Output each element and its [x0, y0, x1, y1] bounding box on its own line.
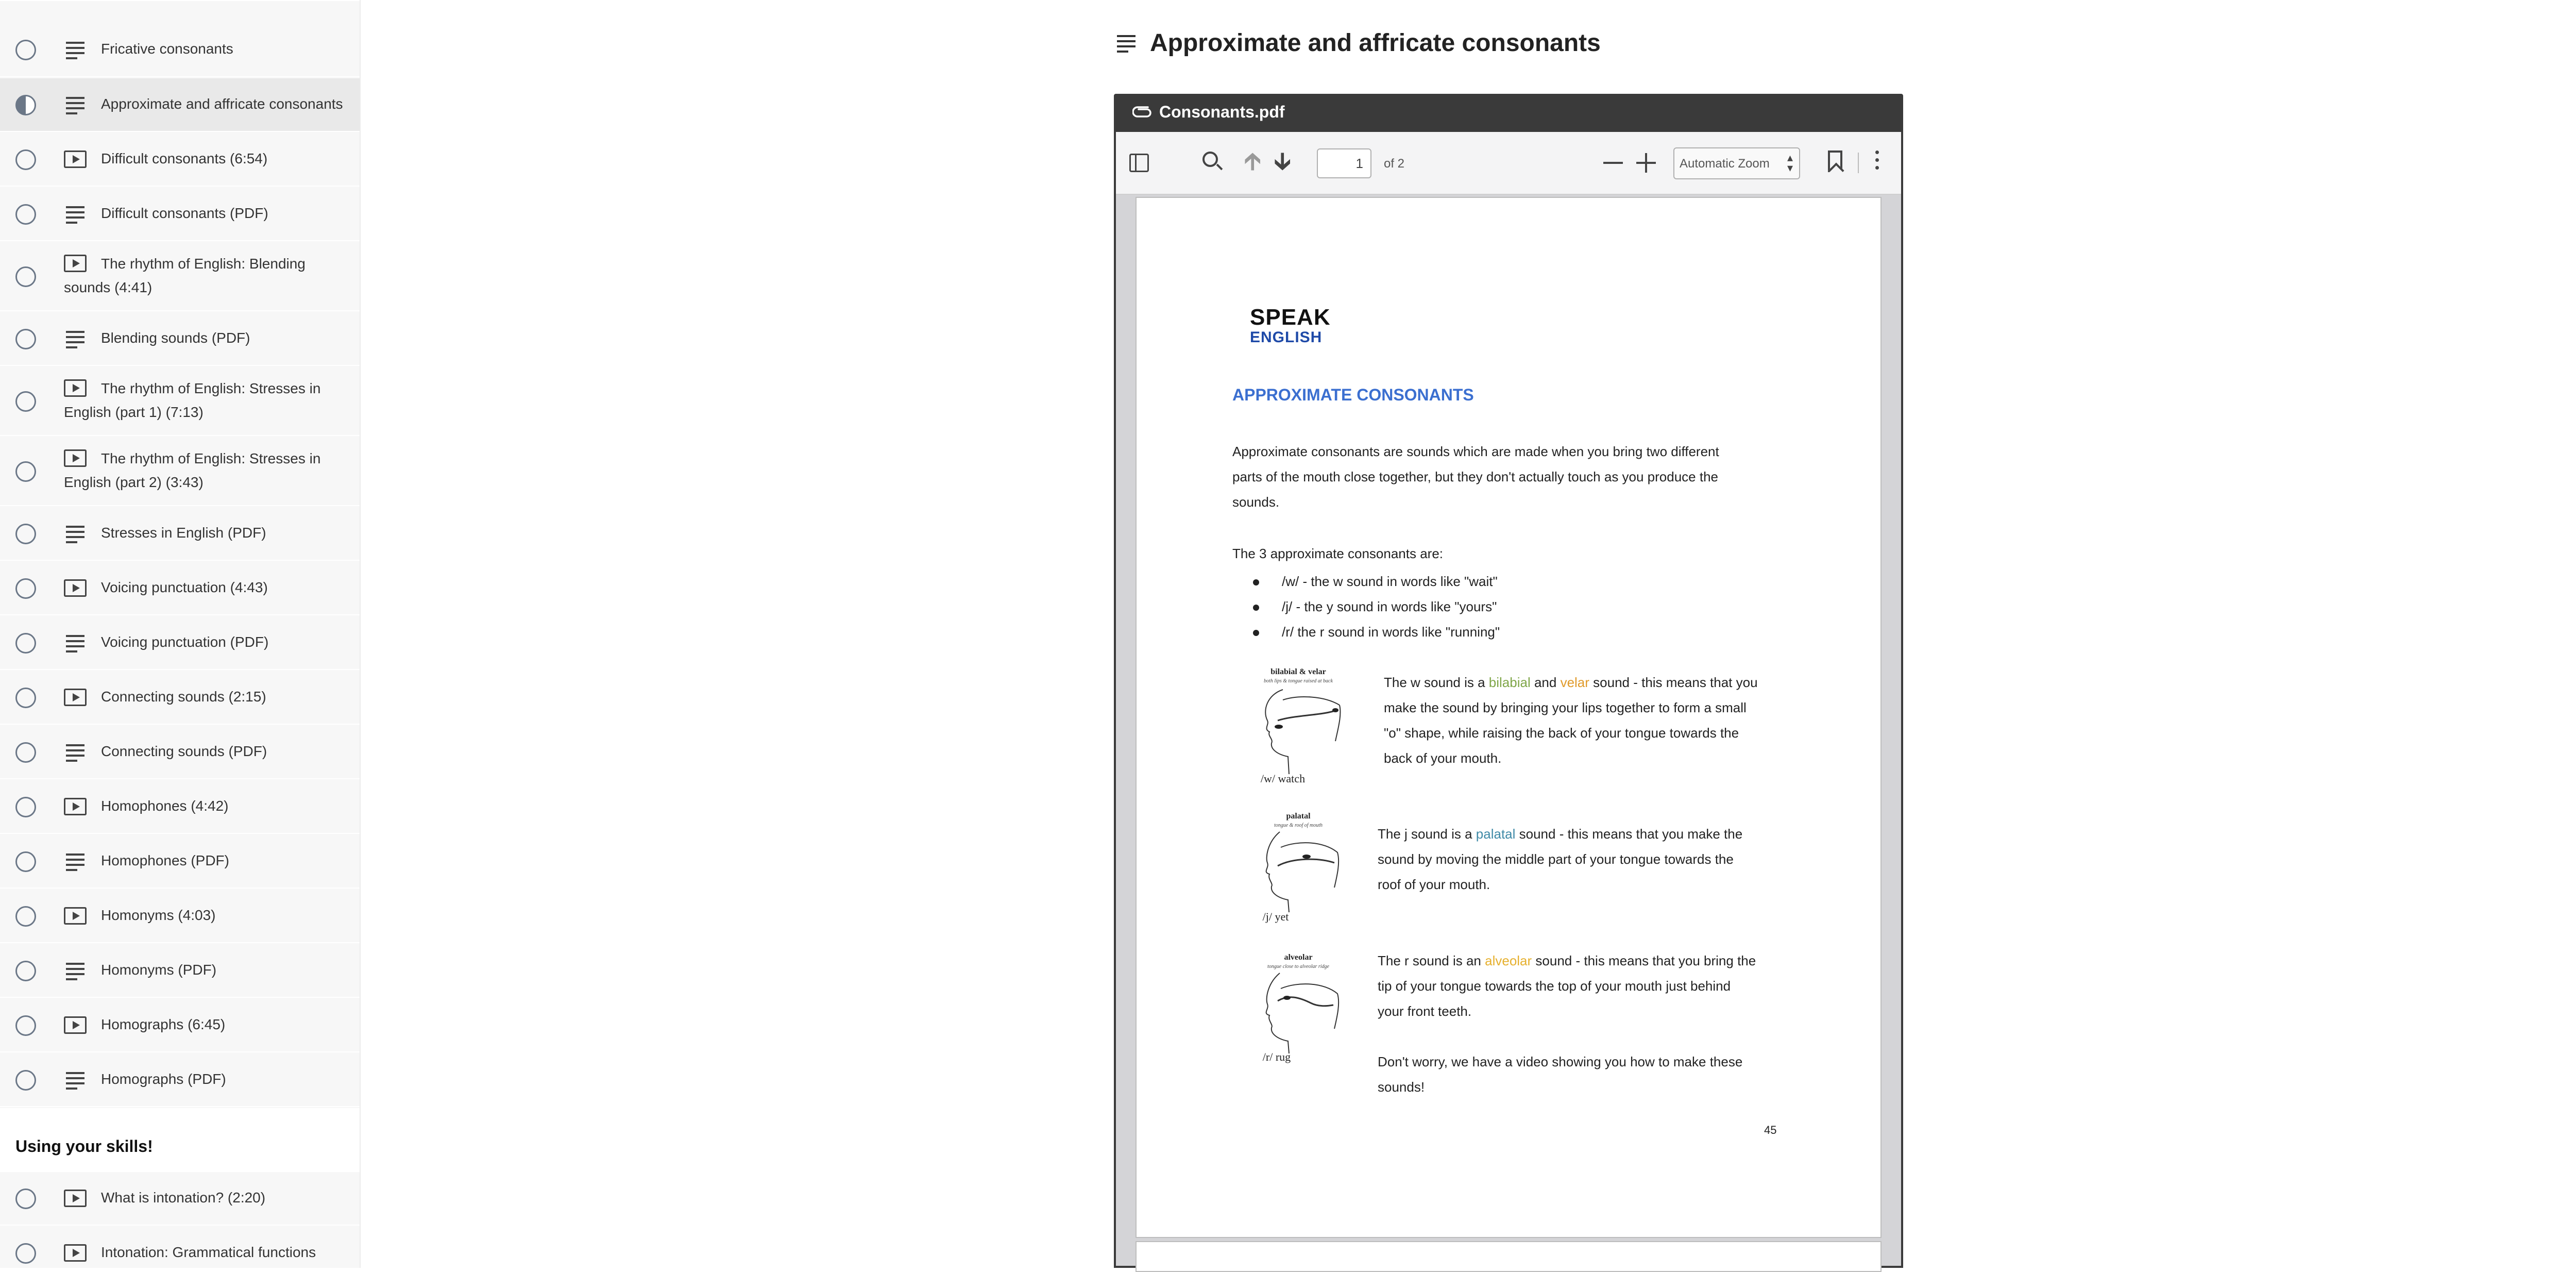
- paperclip-icon: [1132, 105, 1152, 121]
- lesson-label-cont: English (part 2) (3:43): [64, 474, 204, 490]
- diagram-subtitle: tongue & roof of mouth: [1274, 823, 1323, 828]
- pdf-page: [1136, 197, 1882, 1238]
- closing-text: [1378, 1049, 1800, 1100]
- lesson-label: Homonyms (PDF): [101, 962, 217, 978]
- text-lesson-icon: [66, 206, 84, 221]
- bookmark-icon[interactable]: [1828, 150, 1842, 172]
- document-heading: APPROXIMATE CONSONANTS: [1232, 386, 1474, 404]
- lesson-status-icon: [15, 1070, 36, 1091]
- lesson-item[interactable]: [0, 1227, 361, 1268]
- list-item: /j/ - the y sound in words like "yours": [1253, 594, 1500, 620]
- text-lesson-icon: [66, 526, 84, 540]
- more-icon[interactable]: [1875, 150, 1879, 174]
- text-run: The w sound is a: [1384, 675, 1489, 690]
- text-lesson-icon: [66, 853, 84, 868]
- text-run: sound - this means that you: [1589, 675, 1758, 690]
- lesson-item-active[interactable]: [0, 78, 361, 132]
- diagram-caption: /j/ yet: [1262, 910, 1289, 923]
- lesson-status-icon: [15, 1243, 36, 1264]
- diagram-subtitle: both lips & tongue raised at back: [1264, 678, 1333, 684]
- diagram-caption: /r/ rug: [1262, 1050, 1291, 1063]
- pdf-page-next: [1136, 1241, 1882, 1272]
- lesson-label: The rhythm of English: Blending: [101, 256, 306, 272]
- logo-line1: SPEAK: [1250, 305, 1331, 330]
- lesson-label: Homophones (4:42): [101, 798, 229, 814]
- j-line: sound by moving the middle part of your tongue towards the: [1378, 851, 1734, 867]
- r-sound-description: [1378, 948, 1800, 1024]
- lesson-status-icon: [15, 961, 36, 981]
- lesson-status-icon: [15, 149, 36, 170]
- j-line: roof of your mouth.: [1378, 877, 1490, 892]
- lesson-item[interactable]: [0, 671, 361, 725]
- lesson-label: Voicing punctuation (4:43): [101, 579, 268, 595]
- w-line1: [1384, 670, 1806, 695]
- speak-english-logo: [1250, 306, 1331, 345]
- lesson-item[interactable]: [0, 242, 361, 311]
- page-total: of 2: [1384, 157, 1405, 171]
- r-line1: [1378, 948, 1800, 974]
- pdf-toolbar: [1116, 132, 1901, 195]
- section-header-band: [0, 1108, 361, 1172]
- text-run: sound - this means that you bring the: [1532, 953, 1756, 968]
- text-lesson-icon: [66, 331, 84, 345]
- video-lesson-icon: [64, 1244, 87, 1262]
- lesson-item[interactable]: [0, 726, 361, 779]
- lesson-label: Intonation: Grammatical functions: [101, 1244, 316, 1260]
- video-lesson-icon: [64, 379, 87, 397]
- lesson-status-icon: [15, 797, 36, 817]
- lesson-item[interactable]: [0, 890, 361, 943]
- lesson-status-icon: [15, 40, 36, 60]
- zoom-in-icon[interactable]: [1636, 162, 1656, 164]
- list-intro: The 3 approximate consonants are:: [1232, 546, 1444, 561]
- lesson-status-icon: [15, 633, 36, 654]
- lesson-label: Connecting sounds (PDF): [101, 743, 267, 759]
- diagram-title: palatal: [1286, 812, 1311, 821]
- lesson-item[interactable]: [0, 23, 361, 77]
- lesson-in-progress-icon: [15, 95, 36, 115]
- closing-line: Don't worry, we have a video showing you how to make these: [1378, 1054, 1743, 1069]
- lesson-label: Difficult consonants (PDF): [101, 205, 268, 221]
- lesson-status-icon: [15, 906, 36, 927]
- r-mouth-diagram: [1247, 949, 1350, 1068]
- arrow-up-icon[interactable]: 🡱: [1244, 148, 1262, 175]
- text-lesson-icon: [66, 635, 84, 649]
- text-run: The j sound is a: [1378, 826, 1476, 842]
- lesson-item[interactable]: [0, 0, 361, 1]
- lesson-item[interactable]: [0, 133, 361, 187]
- text-lesson-icon: [66, 1072, 84, 1086]
- lesson-label: Homonyms (4:03): [101, 907, 216, 923]
- term-palatal: palatal: [1476, 826, 1516, 842]
- video-lesson-icon: [64, 150, 87, 168]
- text-run: and: [1530, 675, 1561, 690]
- lesson-status-icon: [15, 329, 36, 349]
- arrow-down-icon[interactable]: 🡳: [1274, 148, 1292, 175]
- lesson-status-icon: [15, 1189, 36, 1209]
- lesson-item[interactable]: [0, 616, 361, 670]
- page-number: 45: [1764, 1124, 1777, 1136]
- lesson-status-icon: [15, 688, 36, 708]
- lesson-label: Fricative consonants: [101, 41, 233, 57]
- term-velar: velar: [1560, 675, 1589, 690]
- text-lesson-icon: [66, 97, 84, 111]
- diagram-title: bilabial & velar: [1270, 667, 1326, 676]
- lesson-item[interactable]: [0, 367, 361, 436]
- lesson-status-icon: [15, 266, 36, 287]
- page-number-input[interactable]: [1317, 148, 1371, 178]
- lesson-label: The rhythm of English: Stresses in: [101, 450, 321, 466]
- lesson-label: Homophones (PDF): [101, 852, 229, 868]
- lesson-item[interactable]: [0, 188, 361, 241]
- lesson-label: Stresses in English (PDF): [101, 525, 266, 541]
- w-line: back of your mouth.: [1384, 750, 1502, 766]
- lesson-status-icon: [15, 851, 36, 872]
- page-title: Approximate and affricate consonants: [1150, 29, 1601, 57]
- lesson-item[interactable]: [0, 944, 361, 998]
- list-item: /w/ - the w sound in words like "wait": [1253, 569, 1500, 594]
- j-sound-description: [1378, 822, 1800, 897]
- lesson-status-icon: [15, 742, 36, 763]
- r-line: tip of your tongue towards the top of your mouth just behind: [1378, 978, 1731, 994]
- video-lesson-icon: [64, 449, 87, 467]
- sidebar-toggle-icon[interactable]: [1129, 154, 1149, 172]
- zoom-value: Automatic Zoom: [1680, 157, 1770, 171]
- lesson-status-icon: [15, 1015, 36, 1036]
- lesson-label-cont: English (part 1) (7:13): [64, 404, 204, 420]
- lesson-item[interactable]: [0, 562, 361, 615]
- toolbar-divider: [1858, 153, 1859, 173]
- lesson-status-icon: [15, 204, 36, 225]
- lesson-label: What is intonation? (2:20): [101, 1190, 266, 1206]
- attachment-header: [1114, 94, 1903, 132]
- consonant-list: [1253, 569, 1500, 645]
- j-mouth-diagram: [1247, 806, 1350, 925]
- lesson-label: Blending sounds (PDF): [101, 330, 250, 346]
- select-arrows-icon: ▴ ▾: [1787, 151, 1793, 174]
- lesson-label: Voicing punctuation (PDF): [101, 634, 269, 650]
- lesson-label: Difficult consonants (6:54): [101, 150, 268, 166]
- intro-paragraph: [1232, 439, 1768, 515]
- lesson-label: Approximate and affricate consonants: [101, 96, 343, 112]
- intro-line: parts of the mouth close together, but they don't actually touch as you produce the: [1232, 469, 1719, 484]
- lesson-label-cont: sounds (4:41): [64, 279, 152, 295]
- text-lesson-icon: [1117, 35, 1136, 51]
- video-lesson-icon: [64, 1190, 87, 1207]
- lesson-item[interactable]: [0, 780, 361, 834]
- lesson-item[interactable]: [0, 1053, 361, 1107]
- w-mouth-diagram: [1247, 664, 1350, 788]
- zoom-select[interactable]: [1673, 147, 1800, 179]
- lesson-label: Connecting sounds (2:15): [101, 689, 266, 705]
- term-alveolar: alveolar: [1485, 953, 1532, 968]
- video-lesson-icon: [64, 255, 87, 272]
- text-run: The r sound is an: [1378, 953, 1485, 968]
- lesson-item[interactable]: [0, 507, 361, 561]
- lesson-item[interactable]: [0, 437, 361, 506]
- text-lesson-icon: [66, 744, 84, 759]
- video-lesson-icon: [64, 798, 87, 815]
- attachment-filename[interactable]: Consonants.pdf: [1159, 103, 1285, 121]
- w-line: "o" shape, while raising the back of your tongue towards the: [1384, 725, 1739, 741]
- lesson-status-icon: [15, 391, 36, 412]
- video-lesson-icon: [64, 1016, 87, 1034]
- video-lesson-icon: [64, 579, 87, 597]
- diagram-caption: /w/ watch: [1260, 772, 1306, 785]
- lesson-label: Homographs (6:45): [101, 1016, 226, 1032]
- diagram-subtitle: tongue close to alveolar ridge: [1267, 964, 1329, 969]
- text-run: sound - this means that you make the: [1515, 826, 1743, 842]
- course-sidebar: [0, 0, 361, 1268]
- lesson-status-icon: [15, 578, 36, 599]
- lesson-item[interactable]: [0, 999, 361, 1052]
- search-icon[interactable]: [1202, 152, 1218, 167]
- lesson-status-icon: [15, 524, 36, 544]
- section-title: Using your skills!: [15, 1137, 153, 1156]
- w-sound-description: [1384, 670, 1806, 771]
- lesson-label: Homographs (PDF): [101, 1071, 226, 1087]
- diagram-title: alveolar: [1284, 953, 1313, 962]
- logo-line2: ENGLISH: [1250, 329, 1323, 346]
- text-lesson-icon: [66, 42, 84, 56]
- term-bilabial: bilabial: [1488, 675, 1531, 690]
- intro-line: sounds.: [1232, 494, 1280, 510]
- w-line: make the sound by bringing your lips together to form a small: [1384, 700, 1747, 715]
- intro-line: Approximate consonants are sounds which are made when you bring two different: [1232, 444, 1719, 459]
- lesson-label: The rhythm of English: Stresses in: [101, 380, 321, 396]
- lesson-item[interactable]: [0, 835, 361, 889]
- lesson-item[interactable]: [0, 312, 361, 366]
- j-line1: [1378, 822, 1800, 847]
- list-item: /r/ the r sound in words like "running": [1253, 620, 1500, 645]
- closing-line: sounds!: [1378, 1079, 1425, 1095]
- lesson-item[interactable]: [0, 1172, 361, 1226]
- text-lesson-icon: [66, 963, 84, 977]
- video-lesson-icon: [64, 907, 87, 925]
- pdf-viewer: [1114, 132, 1903, 1268]
- r-line: your front teeth.: [1378, 1003, 1472, 1019]
- video-lesson-icon: [64, 689, 87, 706]
- zoom-out-icon[interactable]: [1603, 162, 1623, 164]
- lesson-status-icon: [15, 461, 36, 482]
